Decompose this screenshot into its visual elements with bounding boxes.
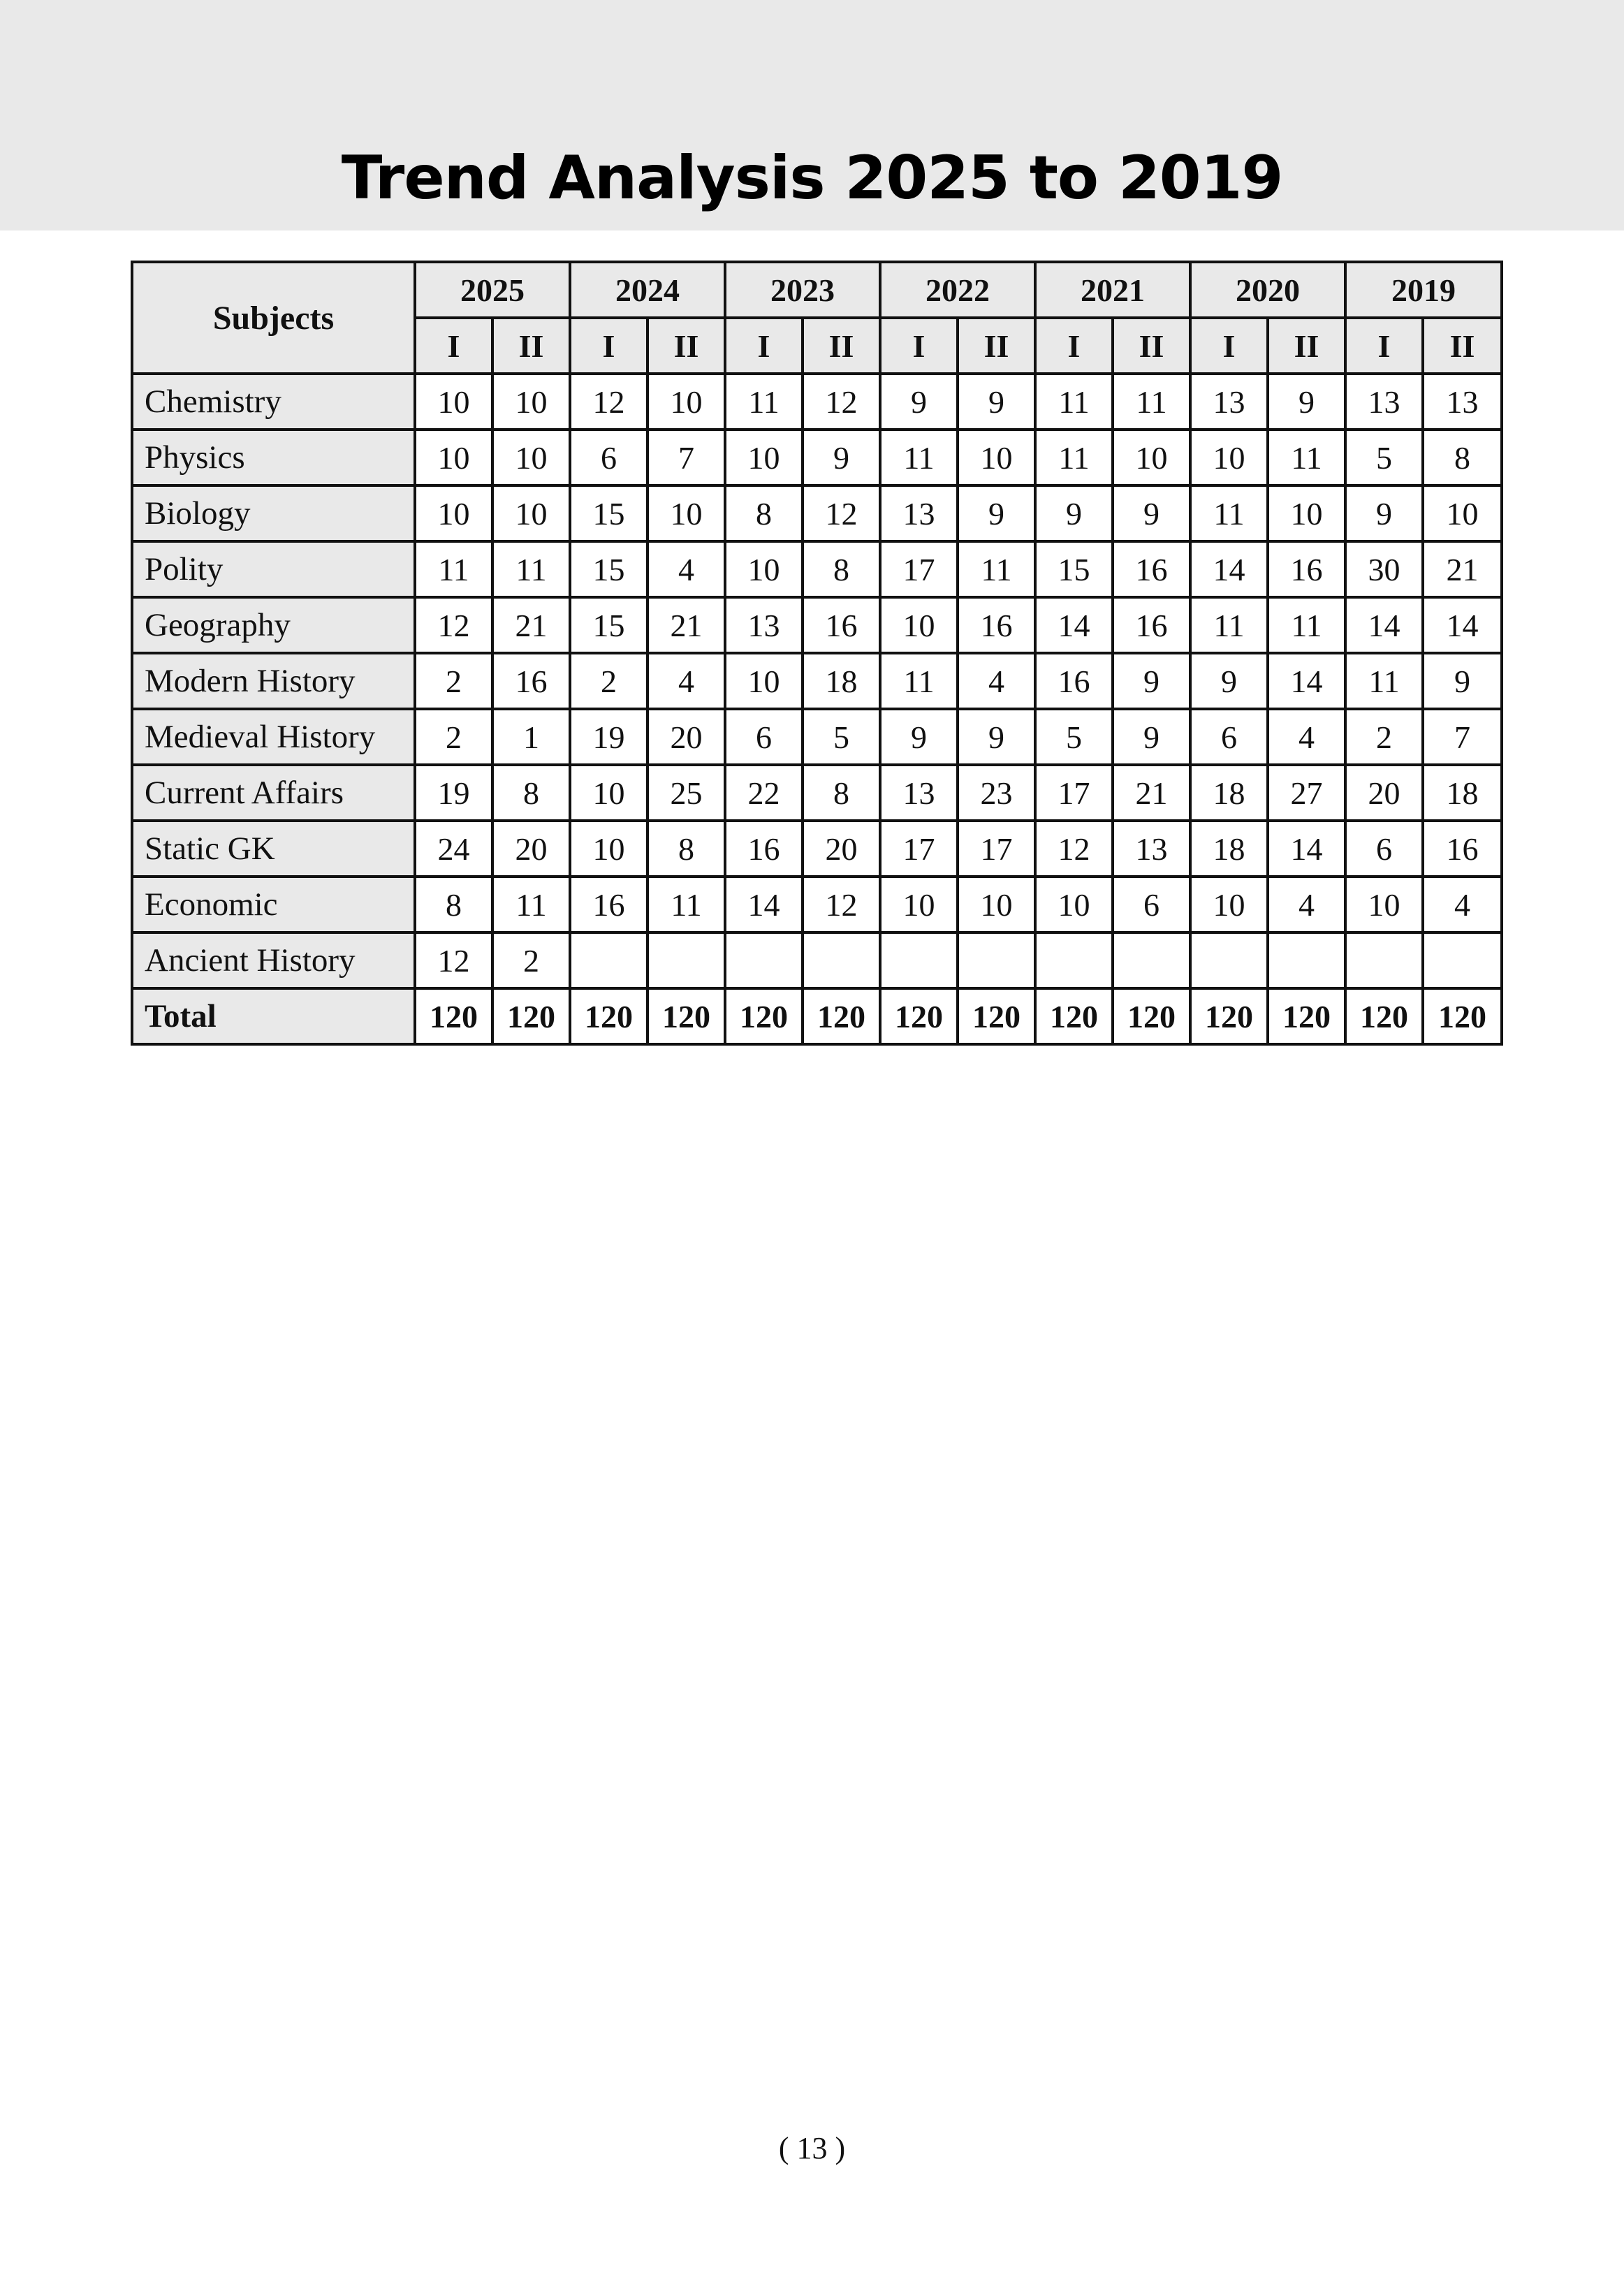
year-header: 2024 — [570, 262, 725, 318]
value-cell: 18 — [1190, 765, 1268, 821]
table-row — [132, 485, 1502, 541]
value-cell: 9 — [1345, 485, 1423, 541]
total-cell: 120 — [803, 988, 880, 1044]
value-cell: 9 — [958, 374, 1035, 430]
value-cell: 2 — [1345, 709, 1423, 765]
table-row — [132, 653, 1502, 709]
value-cell: 10 — [725, 541, 803, 597]
value-cell: 14 — [1345, 597, 1423, 653]
subject-cell: Medieval History — [132, 709, 415, 765]
value-cell: 10 — [958, 430, 1035, 485]
total-cell: 120 — [415, 988, 492, 1044]
value-cell: 10 — [1345, 877, 1423, 932]
value-cell: 9 — [1035, 485, 1113, 541]
value-cell: 9 — [803, 430, 880, 485]
total-cell: 120 — [1268, 988, 1345, 1044]
value-cell: 11 — [1035, 374, 1113, 430]
total-cell: 120 — [1035, 988, 1113, 1044]
value-cell: 7 — [648, 430, 725, 485]
paper-header: II — [1423, 318, 1502, 374]
table-row — [132, 374, 1502, 430]
value-cell — [570, 932, 648, 988]
value-cell: 8 — [492, 765, 570, 821]
value-cell: 10 — [725, 653, 803, 709]
value-cell: 11 — [1268, 597, 1345, 653]
value-cell: 16 — [1268, 541, 1345, 597]
total-cell: 120 — [880, 988, 958, 1044]
value-cell: 13 — [1423, 374, 1502, 430]
table-row — [132, 877, 1502, 932]
value-cell: 10 — [1423, 485, 1502, 541]
value-cell: 21 — [648, 597, 725, 653]
total-cell: 120 — [570, 988, 648, 1044]
value-cell: 4 — [648, 653, 725, 709]
paper-header: II — [1268, 318, 1345, 374]
value-cell: 11 — [1113, 374, 1190, 430]
value-cell: 10 — [570, 765, 648, 821]
year-header: 2022 — [880, 262, 1035, 318]
trend-table-container — [131, 261, 1500, 1046]
value-cell: 10 — [958, 877, 1035, 932]
value-cell: 22 — [725, 765, 803, 821]
year-header: 2023 — [725, 262, 880, 318]
table-body — [132, 374, 1502, 1044]
value-cell: 5 — [1345, 430, 1423, 485]
value-cell: 12 — [803, 485, 880, 541]
table-row — [132, 541, 1502, 597]
subject-cell: Static GK — [132, 821, 415, 877]
value-cell: 10 — [880, 597, 958, 653]
value-cell: 2 — [415, 709, 492, 765]
value-cell: 14 — [1190, 541, 1268, 597]
value-cell: 21 — [1113, 765, 1190, 821]
trend-analysis-table — [131, 261, 1503, 1046]
value-cell: 11 — [958, 541, 1035, 597]
value-cell — [1268, 932, 1345, 988]
value-cell: 13 — [880, 765, 958, 821]
value-cell: 11 — [1268, 430, 1345, 485]
value-cell: 16 — [1035, 653, 1113, 709]
value-cell: 6 — [570, 430, 648, 485]
value-cell: 16 — [958, 597, 1035, 653]
value-cell: 18 — [1423, 765, 1502, 821]
paper-header: I — [1345, 318, 1423, 374]
value-cell: 2 — [492, 932, 570, 988]
value-cell: 8 — [803, 765, 880, 821]
value-cell — [725, 932, 803, 988]
subject-cell: Ancient History — [132, 932, 415, 988]
paper-header: II — [492, 318, 570, 374]
total-cell: 120 — [725, 988, 803, 1044]
table-row — [132, 932, 1502, 988]
value-cell: 14 — [725, 877, 803, 932]
value-cell: 10 — [1190, 877, 1268, 932]
total-cell: 120 — [958, 988, 1035, 1044]
value-cell: 16 — [492, 653, 570, 709]
value-cell: 2 — [415, 653, 492, 709]
value-cell — [958, 932, 1035, 988]
value-cell: 10 — [725, 430, 803, 485]
value-cell: 19 — [415, 765, 492, 821]
subjects-header: Subjects — [132, 262, 415, 374]
value-cell: 11 — [648, 877, 725, 932]
value-cell: 13 — [1190, 374, 1268, 430]
value-cell: 23 — [958, 765, 1035, 821]
value-cell: 13 — [880, 485, 958, 541]
year-header-row — [132, 262, 1502, 318]
value-cell: 9 — [1113, 485, 1190, 541]
value-cell: 20 — [803, 821, 880, 877]
value-cell: 14 — [1268, 821, 1345, 877]
year-header: 2021 — [1035, 262, 1190, 318]
value-cell: 4 — [1268, 709, 1345, 765]
year-header: 2025 — [415, 262, 570, 318]
value-cell: 11 — [415, 541, 492, 597]
value-cell: 8 — [415, 877, 492, 932]
paper-header: I — [415, 318, 492, 374]
value-cell: 10 — [1113, 430, 1190, 485]
value-cell — [1423, 932, 1502, 988]
subject-cell: Economic — [132, 877, 415, 932]
value-cell: 5 — [1035, 709, 1113, 765]
value-cell: 6 — [1345, 821, 1423, 877]
subject-cell: Biology — [132, 485, 415, 541]
value-cell: 12 — [1035, 821, 1113, 877]
value-cell — [880, 932, 958, 988]
value-cell: 10 — [492, 485, 570, 541]
value-cell: 15 — [570, 485, 648, 541]
value-cell: 27 — [1268, 765, 1345, 821]
value-cell: 30 — [1345, 541, 1423, 597]
value-cell: 20 — [1345, 765, 1423, 821]
value-cell: 9 — [1423, 653, 1502, 709]
value-cell: 11 — [725, 374, 803, 430]
table-row — [132, 597, 1502, 653]
value-cell: 16 — [1113, 597, 1190, 653]
value-cell: 9 — [1268, 374, 1345, 430]
value-cell — [1035, 932, 1113, 988]
table-row — [132, 709, 1502, 765]
value-cell: 4 — [958, 653, 1035, 709]
subject-cell: Chemistry — [132, 374, 415, 430]
value-cell: 10 — [648, 485, 725, 541]
value-cell: 14 — [1423, 597, 1502, 653]
paper-header: II — [803, 318, 880, 374]
total-cell: 120 — [1423, 988, 1502, 1044]
value-cell: 15 — [570, 541, 648, 597]
subject-cell: Current Affairs — [132, 765, 415, 821]
value-cell: 12 — [415, 932, 492, 988]
total-cell: 120 — [492, 988, 570, 1044]
subject-cell: Physics — [132, 430, 415, 485]
value-cell: 16 — [1113, 541, 1190, 597]
value-cell: 8 — [803, 541, 880, 597]
value-cell — [1190, 932, 1268, 988]
value-cell: 5 — [803, 709, 880, 765]
value-cell: 6 — [1190, 709, 1268, 765]
value-cell: 20 — [648, 709, 725, 765]
value-cell: 11 — [1345, 653, 1423, 709]
value-cell: 10 — [415, 374, 492, 430]
value-cell: 10 — [1268, 485, 1345, 541]
subject-cell: Geography — [132, 597, 415, 653]
value-cell: 19 — [570, 709, 648, 765]
value-cell — [803, 932, 880, 988]
value-cell: 6 — [725, 709, 803, 765]
page-title: Trend Analysis 2025 to 2019 — [341, 143, 1283, 213]
value-cell: 6 — [1113, 877, 1190, 932]
table-row — [132, 765, 1502, 821]
value-cell: 16 — [570, 877, 648, 932]
value-cell: 10 — [570, 821, 648, 877]
value-cell: 11 — [1035, 430, 1113, 485]
value-cell: 9 — [1190, 653, 1268, 709]
value-cell: 10 — [1035, 877, 1113, 932]
value-cell: 8 — [648, 821, 725, 877]
subject-cell: Polity — [132, 541, 415, 597]
value-cell: 11 — [1190, 597, 1268, 653]
value-cell: 17 — [880, 821, 958, 877]
value-cell: 11 — [880, 430, 958, 485]
value-cell: 14 — [1268, 653, 1345, 709]
value-cell: 25 — [648, 765, 725, 821]
value-cell: 10 — [492, 374, 570, 430]
total-cell: 120 — [1113, 988, 1190, 1044]
value-cell — [1113, 932, 1190, 988]
value-cell: 12 — [415, 597, 492, 653]
paper-header: I — [725, 318, 803, 374]
value-cell: 16 — [803, 597, 880, 653]
value-cell: 12 — [570, 374, 648, 430]
value-cell: 1 — [492, 709, 570, 765]
table-row — [132, 430, 1502, 485]
value-cell: 9 — [958, 485, 1035, 541]
value-cell: 13 — [1113, 821, 1190, 877]
value-cell: 9 — [1113, 653, 1190, 709]
value-cell: 14 — [1035, 597, 1113, 653]
value-cell: 15 — [570, 597, 648, 653]
paper-header: I — [1190, 318, 1268, 374]
value-cell: 10 — [1190, 430, 1268, 485]
value-cell: 10 — [648, 374, 725, 430]
total-cell: 120 — [648, 988, 725, 1044]
value-cell: 8 — [1423, 430, 1502, 485]
total-cell: 120 — [1345, 988, 1423, 1044]
paper-header: I — [1035, 318, 1113, 374]
value-cell: 21 — [1423, 541, 1502, 597]
value-cell: 4 — [1268, 877, 1345, 932]
page-number: ( 13 ) — [778, 2131, 846, 2165]
value-cell: 12 — [803, 374, 880, 430]
value-cell: 9 — [880, 709, 958, 765]
value-cell: 9 — [1113, 709, 1190, 765]
value-cell: 4 — [648, 541, 725, 597]
value-cell — [1345, 932, 1423, 988]
value-cell: 11 — [492, 541, 570, 597]
year-header: 2020 — [1190, 262, 1345, 318]
value-cell: 8 — [725, 485, 803, 541]
paper-header: I — [880, 318, 958, 374]
value-cell: 13 — [1345, 374, 1423, 430]
value-cell: 16 — [1423, 821, 1502, 877]
value-cell: 18 — [1190, 821, 1268, 877]
value-cell: 2 — [570, 653, 648, 709]
value-cell: 10 — [415, 430, 492, 485]
value-cell: 24 — [415, 821, 492, 877]
value-cell: 17 — [958, 821, 1035, 877]
value-cell: 17 — [1035, 765, 1113, 821]
value-cell: 11 — [1190, 485, 1268, 541]
paper-header: II — [958, 318, 1035, 374]
value-cell: 12 — [803, 877, 880, 932]
value-cell: 9 — [958, 709, 1035, 765]
value-cell: 13 — [725, 597, 803, 653]
value-cell: 10 — [880, 877, 958, 932]
value-cell: 4 — [1423, 877, 1502, 932]
paper-header: II — [648, 318, 725, 374]
value-cell: 17 — [880, 541, 958, 597]
value-cell: 18 — [803, 653, 880, 709]
value-cell — [648, 932, 725, 988]
value-cell: 11 — [880, 653, 958, 709]
value-cell: 10 — [492, 430, 570, 485]
total-row — [132, 988, 1502, 1044]
value-cell: 21 — [492, 597, 570, 653]
total-label: Total — [132, 988, 415, 1044]
paper-header: II — [1113, 318, 1190, 374]
value-cell: 7 — [1423, 709, 1502, 765]
value-cell: 11 — [492, 877, 570, 932]
value-cell: 16 — [725, 821, 803, 877]
value-cell: 15 — [1035, 541, 1113, 597]
value-cell: 9 — [880, 374, 958, 430]
table-row — [132, 821, 1502, 877]
value-cell: 10 — [415, 485, 492, 541]
value-cell: 20 — [492, 821, 570, 877]
year-header: 2019 — [1345, 262, 1502, 318]
total-cell: 120 — [1190, 988, 1268, 1044]
subject-cell: Modern History — [132, 653, 415, 709]
paper-header: I — [570, 318, 648, 374]
